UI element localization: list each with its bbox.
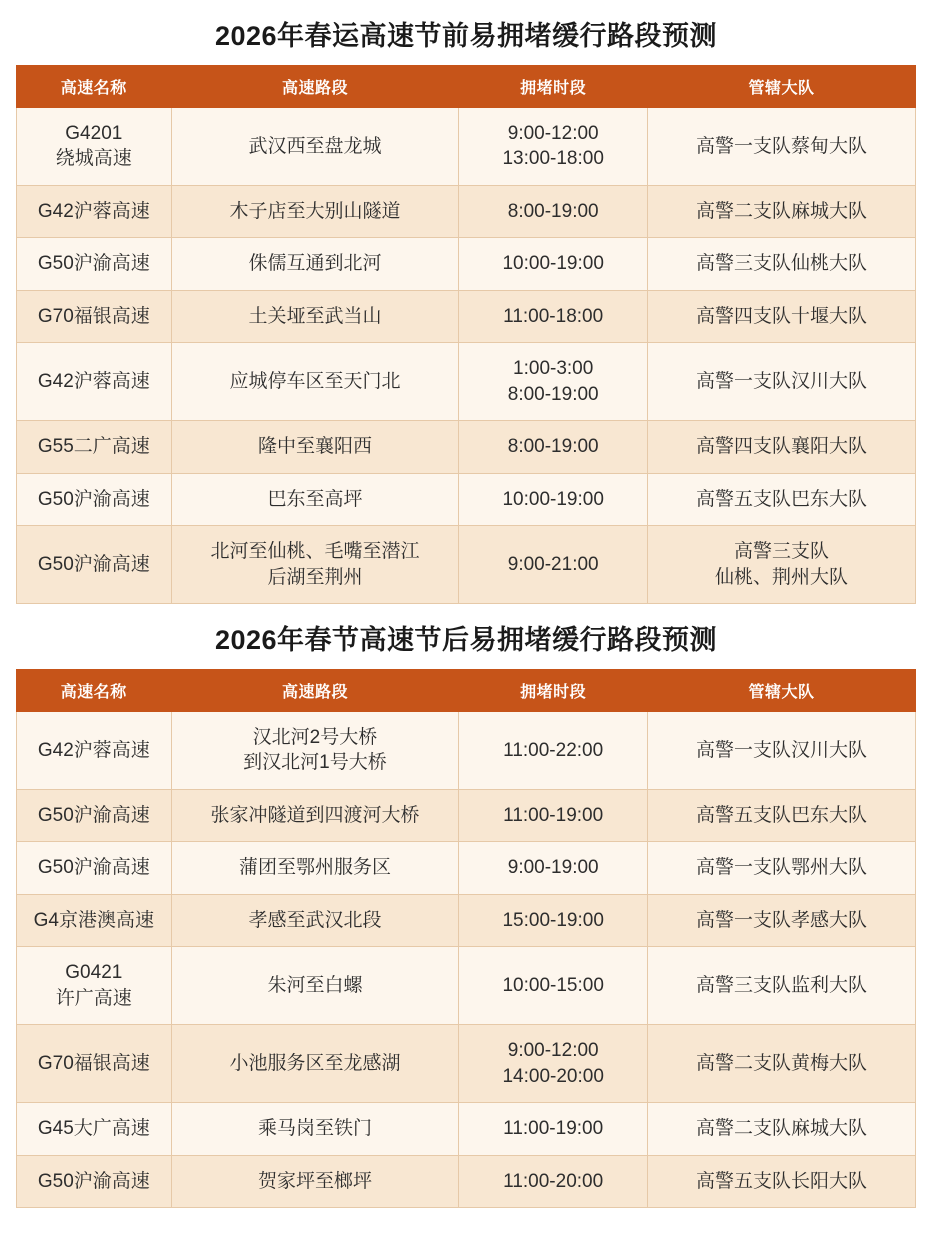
forecast-section	[16, 604, 916, 1208]
table-row	[17, 185, 916, 237]
managing-team-cell	[648, 526, 916, 604]
cell-line: 8:00-19:00	[507, 200, 599, 222]
congestion-time-cell	[459, 894, 648, 946]
highway-name-cell	[17, 894, 172, 946]
congestion-time-cell	[459, 185, 648, 237]
highway-name-cell	[17, 108, 172, 186]
cell-line: 9:00-21:00	[507, 553, 599, 575]
cell-line: 应城停车区至天门北	[229, 370, 401, 392]
managing-team-cell	[648, 108, 916, 186]
table-row	[17, 238, 916, 290]
congestion-time-cell	[459, 711, 648, 789]
table-row	[17, 108, 916, 186]
managing-team-cell	[648, 473, 916, 525]
cell-line: 侏儒互通到北河	[248, 253, 382, 275]
cell-line: 巴东至高坪	[267, 488, 363, 510]
cell-line: 高警一支队蔡甸大队	[696, 135, 868, 157]
highway-segment-cell	[171, 108, 459, 186]
column-header: 拥堵时段	[459, 669, 648, 711]
cell-line: 土关垭至武当山	[248, 305, 382, 327]
cell-line: 高警二支队麻城大队	[696, 1118, 868, 1140]
cell-line: 8:00-19:00	[507, 383, 599, 405]
cell-line: 高警一支队孝感大队	[696, 909, 868, 931]
cell-line: 11:00-18:00	[503, 305, 604, 327]
cell-line: 绕城高速	[55, 148, 132, 170]
table-row	[17, 473, 916, 525]
cell-line: 9:00-12:00	[507, 123, 599, 144]
forecast-table	[16, 669, 916, 1208]
cell-line: 9:00-12:00	[507, 1040, 599, 1062]
highway-name-cell	[17, 238, 172, 290]
highway-segment-cell	[171, 473, 459, 525]
sections-container	[16, 0, 916, 1208]
highway-name-cell	[17, 1103, 172, 1155]
table-row	[17, 290, 916, 342]
cell-line: 高警五支队巴东大队	[696, 804, 868, 826]
cell-line: 隆中至襄阳西	[257, 436, 372, 458]
column-header: 高速路段	[171, 66, 459, 108]
highway-segment-cell	[171, 711, 459, 789]
highway-name-cell	[17, 1025, 172, 1103]
table-row	[17, 421, 916, 473]
highway-segment-cell	[171, 238, 459, 290]
cell-line: 高警一支队汉川大队	[696, 370, 868, 392]
cell-line: 小池服务区至龙感湖	[229, 1052, 401, 1074]
cell-line: G0421	[65, 962, 123, 984]
cell-line: 后湖至荆州	[267, 566, 363, 588]
highway-segment-cell	[171, 789, 459, 841]
cell-line: 8:00-19:00	[507, 436, 599, 458]
congestion-time-cell	[459, 421, 648, 473]
cell-line: 高警五支队巴东大队	[696, 488, 868, 510]
column-header: 高速路段	[171, 669, 459, 711]
table-header-row	[17, 66, 916, 108]
managing-team-cell	[648, 185, 916, 237]
highway-name-cell	[17, 421, 172, 473]
section-title: 2026年春运高速节前易拥堵缓行路段预测	[16, 0, 916, 65]
cell-line: 到汉北河1号大桥	[243, 752, 387, 774]
table-row	[17, 1155, 916, 1207]
highway-segment-cell	[171, 343, 459, 421]
managing-team-cell	[648, 343, 916, 421]
cell-line: 11:00-19:00	[503, 1118, 604, 1140]
section-title: 2026年春节高速节后易拥堵缓行路段预测	[16, 604, 916, 669]
cell-line: 10:00-15:00	[502, 974, 604, 996]
highway-segment-cell	[171, 947, 459, 1025]
cell-line: G50沪渝高速	[37, 553, 150, 575]
cell-line: 蒲团至鄂州服务区	[238, 857, 391, 879]
managing-team-cell	[648, 1025, 916, 1103]
cell-line: 乘马岗至铁门	[257, 1118, 372, 1140]
congestion-time-cell	[459, 789, 648, 841]
table-row	[17, 1103, 916, 1155]
table-row	[17, 711, 916, 789]
cell-line: G50沪渝高速	[37, 804, 150, 826]
congestion-time-cell	[459, 473, 648, 525]
managing-team-cell	[648, 1103, 916, 1155]
cell-line: G70福银高速	[37, 305, 150, 327]
cell-line: 1:00-3:00	[513, 358, 594, 380]
highway-name-cell	[17, 343, 172, 421]
highway-segment-cell	[171, 526, 459, 604]
cell-line: 仙桃、荆州大队	[715, 566, 849, 588]
cell-line: 张家冲隧道到四渡河大桥	[210, 804, 420, 826]
cell-line: 高警二支队麻城大队	[696, 200, 868, 222]
managing-team-cell	[648, 842, 916, 894]
cell-line: 高警三支队	[734, 541, 830, 563]
cell-line: 贺家坪至榔坪	[257, 1170, 372, 1192]
congestion-time-cell	[459, 290, 648, 342]
column-header: 管辖大队	[648, 669, 916, 711]
congestion-time-cell	[459, 343, 648, 421]
forecast-table	[16, 65, 916, 604]
congestion-time-cell	[459, 526, 648, 604]
cell-line: G42沪蓉高速	[37, 739, 150, 761]
table-row	[17, 842, 916, 894]
cell-line: 高警五支队长阳大队	[696, 1170, 868, 1192]
highway-name-cell	[17, 185, 172, 237]
highway-segment-cell	[171, 1155, 459, 1207]
cell-line: 10:00-19:00	[502, 253, 604, 275]
table-row	[17, 526, 916, 604]
table-row	[17, 1025, 916, 1103]
forecast-section	[16, 0, 916, 604]
cell-line: 11:00-20:00	[503, 1170, 604, 1192]
highway-segment-cell	[171, 1025, 459, 1103]
cell-line: 高警三支队监利大队	[696, 974, 868, 996]
cell-line: 9:00-19:00	[507, 857, 599, 879]
table-row	[17, 343, 916, 421]
cell-line: 朱河至白螺	[267, 974, 363, 996]
highway-name-cell	[17, 789, 172, 841]
column-header: 拥堵时段	[459, 66, 648, 108]
cell-line: 汉北河2号大桥	[252, 726, 378, 748]
congestion-time-cell	[459, 238, 648, 290]
highway-segment-cell	[171, 894, 459, 946]
highway-name-cell	[17, 473, 172, 525]
cell-line: G4京港澳高速	[33, 909, 154, 931]
managing-team-cell	[648, 238, 916, 290]
cell-line: G42沪蓉高速	[37, 200, 150, 222]
cell-line: G55二广高速	[37, 436, 150, 458]
highway-name-cell	[17, 1155, 172, 1207]
column-header: 高速名称	[17, 669, 172, 711]
cell-line: 高警三支队仙桃大队	[696, 253, 868, 275]
cell-line: G4201	[65, 123, 123, 144]
cell-line: G70福银高速	[37, 1052, 150, 1074]
congestion-time-cell	[459, 1103, 648, 1155]
cell-line: 北河至仙桃、毛嘴至潜江	[210, 541, 420, 563]
table-row	[17, 789, 916, 841]
cell-line: G45大广高速	[37, 1118, 150, 1140]
column-header: 高速名称	[17, 66, 172, 108]
highway-segment-cell	[171, 421, 459, 473]
congestion-time-cell	[459, 108, 648, 186]
cell-line: 许广高速	[55, 987, 132, 1009]
cell-line: 10:00-19:00	[502, 488, 604, 510]
cell-line: 武汉西至盘龙城	[248, 135, 382, 157]
cell-line: 13:00-18:00	[502, 148, 604, 170]
highway-name-cell	[17, 526, 172, 604]
managing-team-cell	[648, 290, 916, 342]
congestion-time-cell	[459, 1025, 648, 1103]
congestion-time-cell	[459, 947, 648, 1025]
highway-segment-cell	[171, 290, 459, 342]
highway-segment-cell	[171, 842, 459, 894]
congestion-time-cell	[459, 1155, 648, 1207]
highway-segment-cell	[171, 185, 459, 237]
table-header-row	[17, 669, 916, 711]
highway-segment-cell	[171, 1103, 459, 1155]
highway-name-cell	[17, 711, 172, 789]
highway-name-cell	[17, 842, 172, 894]
cell-line: G50沪渝高速	[37, 857, 150, 879]
cell-line: G50沪渝高速	[37, 1170, 150, 1192]
highway-name-cell	[17, 947, 172, 1025]
managing-team-cell	[648, 789, 916, 841]
managing-team-cell	[648, 1155, 916, 1207]
managing-team-cell	[648, 421, 916, 473]
cell-line: 高警一支队鄂州大队	[696, 857, 868, 879]
congestion-time-cell	[459, 842, 648, 894]
cell-line: 高警二支队黄梅大队	[696, 1052, 868, 1074]
cell-line: 11:00-19:00	[503, 804, 604, 826]
cell-line: G50沪渝高速	[37, 253, 150, 275]
highway-name-cell	[17, 290, 172, 342]
cell-line: 高警四支队襄阳大队	[696, 436, 868, 458]
cell-line: 高警一支队汉川大队	[696, 739, 868, 761]
managing-team-cell	[648, 711, 916, 789]
cell-line: G42沪蓉高速	[37, 370, 150, 392]
cell-line: 高警四支队十堰大队	[696, 305, 868, 327]
cell-line: G50沪渝高速	[37, 488, 150, 510]
cell-line: 11:00-22:00	[503, 739, 604, 761]
cell-line: 14:00-20:00	[502, 1065, 604, 1087]
managing-team-cell	[648, 894, 916, 946]
cell-line: 孝感至武汉北段	[248, 909, 382, 931]
managing-team-cell	[648, 947, 916, 1025]
table-row	[17, 894, 916, 946]
cell-line: 木子店至大别山隧道	[229, 200, 401, 222]
column-header: 管辖大队	[648, 66, 916, 108]
table-row	[17, 947, 916, 1025]
cell-line: 15:00-19:00	[502, 909, 604, 931]
